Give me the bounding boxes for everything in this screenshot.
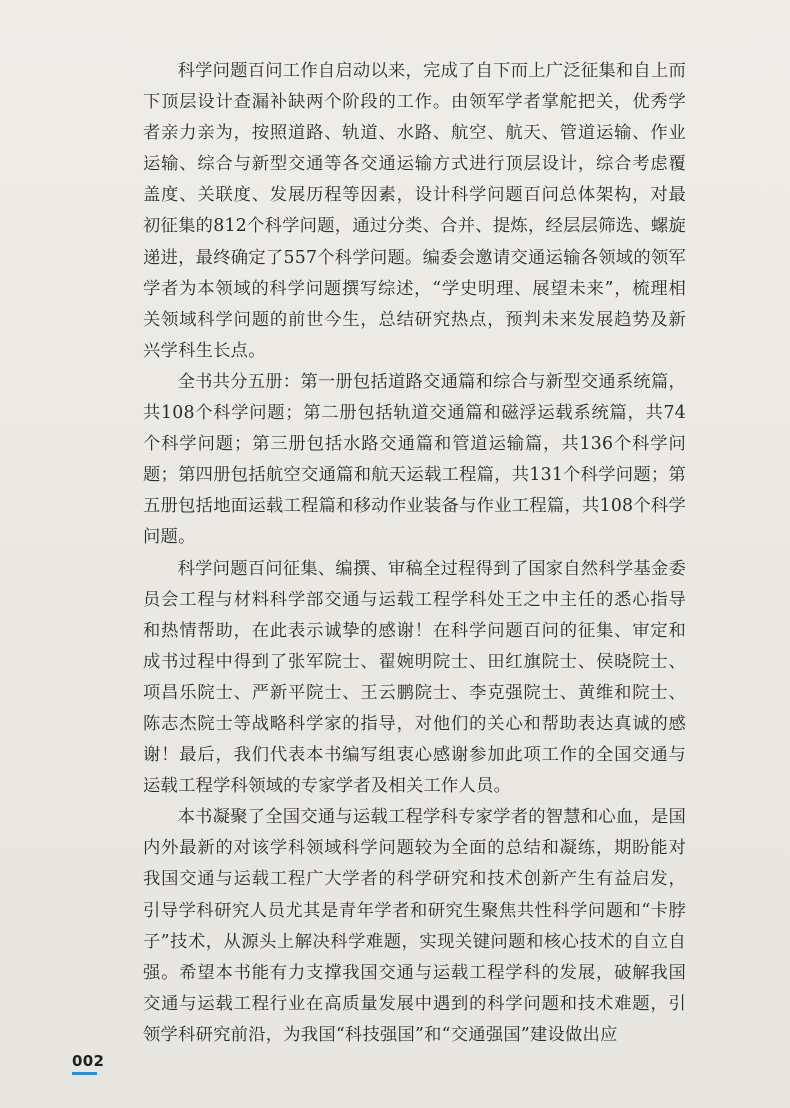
paragraph-2: 全书共分五册：第一册包括道路交通篇和综合与新型交通系统篇，共108个科学问题；第二册包括轨道交通篇和磁浮运载系统篇，共74个科学问题；第三册包括水路交通篇和管道运输篇，共136个科学问题；第四册包括航空交通篇和航天运载工程篇，共131个科学问题；第五册包括地面运载工程篇和移动作业装备与作业工程篇，共108个科学问题。	[143, 371, 687, 548]
paragraph-4: 本书凝聚了全国交通与运载工程学科专家学者的智慧和心血，是国内外最新的对该学科领域科学问题较为全面的总结和凝练，期盼能对我国交通与运载工程广大学者的科学研究和技术创新产生有益启发，引导学科研究人员尤其是青年学者和研究生聚焦共性科学问题和“卡脖子”技术，从源头上解决科学难题，实现关键问题和核心技术的自立自强。希望本书能有力支撑我国交通与运载工程学科的发展，破解我国交通与运载工程行业在高质量发展中遇到的科学问题和技术难题，引领学科研究前沿，为我国“科技强国”和“交通强国”建设做出应	[143, 807, 687, 1045]
page-number-underline	[72, 1072, 97, 1075]
paragraph-1: 科学问题百问工作自启动以来，完成了自下而上广泛征集和自上而下顶层设计查漏补缺两个阶段的工作。由领军学者掌舵把关，优秀学者亲力亲为，按照道路、轨道、水路、航空、航天、管道运输、作业运输、综合与新型交通等各交通运输方式进行顶层设计，综合考虑覆盖度、关联度、发展历程等因素，设计科学问题百问总体架构，对最初征集的812个科学问题，通过分类、合并、提炼，经层层筛选、螺旋递进，最终确定了557个科学问题。编委会邀请交通运输各领域的领军学者为本领域的科学问题撰写综述，“学史明理、展望未来”，梳理相关领域科学问题的前世今生，总结研究热点，预判未来发展趋势及新兴学科生长点。	[143, 61, 687, 361]
body-text	[143, 56, 686, 1051]
page-number: 002	[72, 1052, 105, 1070]
paragraph-3: 科学问题百问征集、编撰、审稿全过程得到了国家自然科学基金委员会工程与材料科学部交通与运载工程学科处王之中主任的悉心指导和热情帮助，在此表示诚挚的感谢！在科学问题百问的征集、审定和成书过程中得到了张军院士、翟婉明院士、田红旗院士、侯晓院士、项昌乐院士、严新平院士、王云鹏院士、李克强院士、黄维和院士、陈志杰院士等战略科学家的指导，对他们的关心和帮助表达真诚的感谢！最后，我们代表本书编写组衷心感谢参加此项工作的全国交通与运载工程学科领域的专家学者及相关工作人员。	[143, 558, 687, 797]
